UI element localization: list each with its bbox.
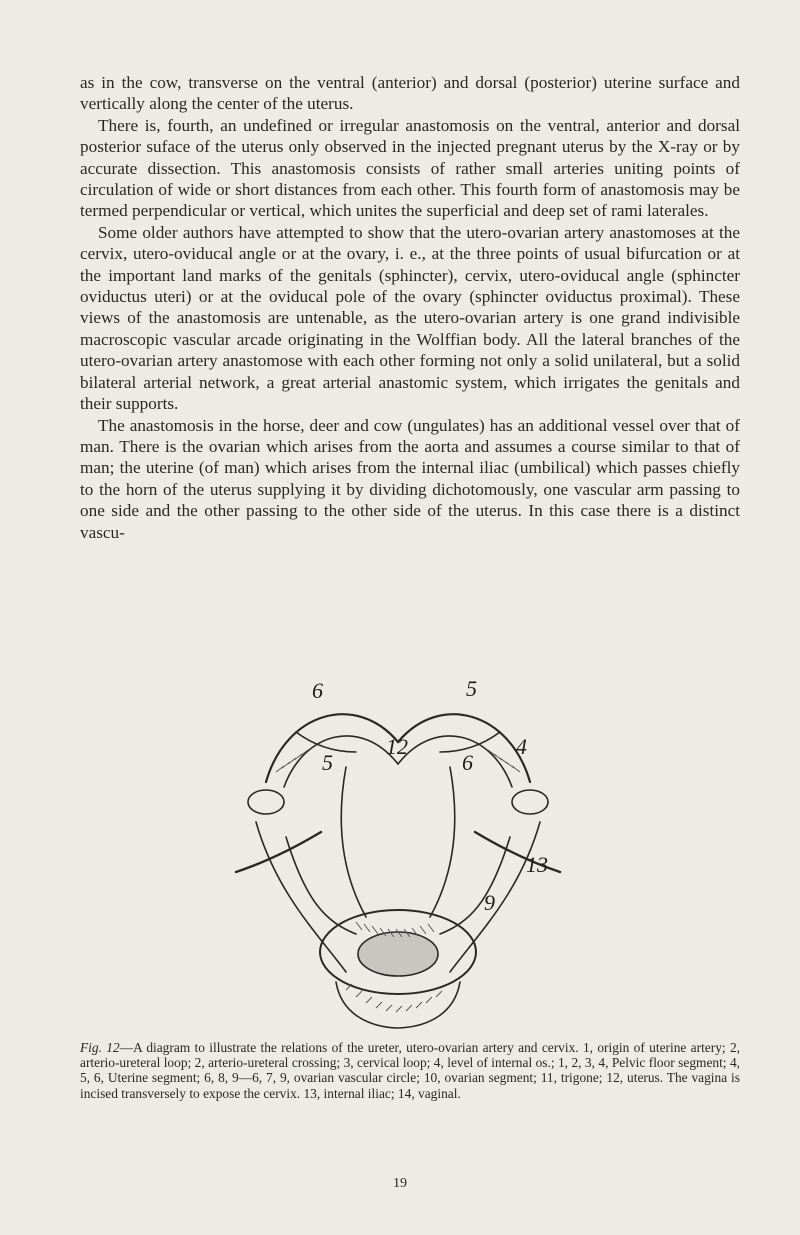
paragraph-3: Some older authors have attempted to show that the utero-ovarian artery anastomoses at the cervix, utero-oviducal angle or at the ovary, i. e., at the three points of usual bifurcation or at the important land marks of the genitals (sphincter), cervix, utero-oviducal angle (sphincter oviductus uteri) or at the oviducal pole of the ovary (sphincter oviductus proximal). These views of the anastomosis are untenable, as the utero-ovarian artery is one grand indivisible macroscopic vascular arcade originating in the Wolffian body. All the lateral branches of the utero-ovarian artery anastomose with each other forming not only a solid unilateral, but a solid bilateral arterial network, a great arterial anastomic system, which irrigates the genitals and their supports. — [80, 222, 740, 414]
diagram-label: 12 — [386, 734, 408, 759]
diagram-label: 9 — [484, 890, 495, 915]
figure-caption-label: Fig. 12 — [80, 1040, 120, 1055]
page-number: 19 — [393, 1176, 407, 1191]
diagram-drawing — [226, 672, 570, 1034]
anatomical-diagram — [226, 672, 570, 1034]
diagram-label: 6 — [462, 750, 473, 775]
figure-caption — [80, 1040, 740, 1101]
diagram-label: 6 — [312, 678, 323, 703]
diagram-label: 5 — [322, 750, 333, 775]
diagram-label: 5 — [466, 676, 477, 701]
paragraph-2: There is, fourth, an undefined or irregular anastomosis on the ventral, anterior and dorsal posterior suface of the uterus only observed in the injected pregnant uterus by the X-ray or by accurate dissection. This anastomosis consists of rather small arteries uniting points of circulation of wide or short distances from each other. This fourth form of anastomosis may be termed perpendicular or vertical, which unites the superficial and deep set of rami laterales. — [80, 115, 740, 221]
figure-caption-text: —A diagram to illustrate the relations of the ureter, utero-ovarian artery and cervix. 1, origin of uterine artery; 2, arterio-ureteral loop; 2, arterio-ureteral crossing; 3, cervical loop; 4, level of internal os.; 1, 2, 3, 4, Pelvic floor segment; 4, 5, 6, Uterine segment; 6, 8, 9—6, 7, 9, ovarian vascular circle; 10, ovarian segment; 11, trigone; 12, uterus. The vagina is incised transversely to expose the cervix. 13, internal iliac; 14, vaginal. — [80, 1040, 740, 1101]
paragraph-4: The anastomosis in the horse, deer and cow (ungulates) has an additional vessel over that of man. There is the ovarian which arises from the aorta and assumes a course similar to that of man; the uterine (of man) which arises from the internal iliac (umbilical) which passes chiefly to the horn of the uterus supplying it by dividing dichotomously, one vascular arm passing to one side and the other passing to the other side of the uterus. In this case there is a distinct vascu- — [80, 415, 740, 542]
body-text — [80, 72, 740, 543]
diagram-label: 4 — [516, 734, 527, 759]
diagram-label: 13 — [526, 852, 548, 877]
paragraph-1: as in the cow, transverse on the ventral (anterior) and dorsal (posterior) uterine surface and vertically along the center of the uterus. — [80, 73, 740, 114]
